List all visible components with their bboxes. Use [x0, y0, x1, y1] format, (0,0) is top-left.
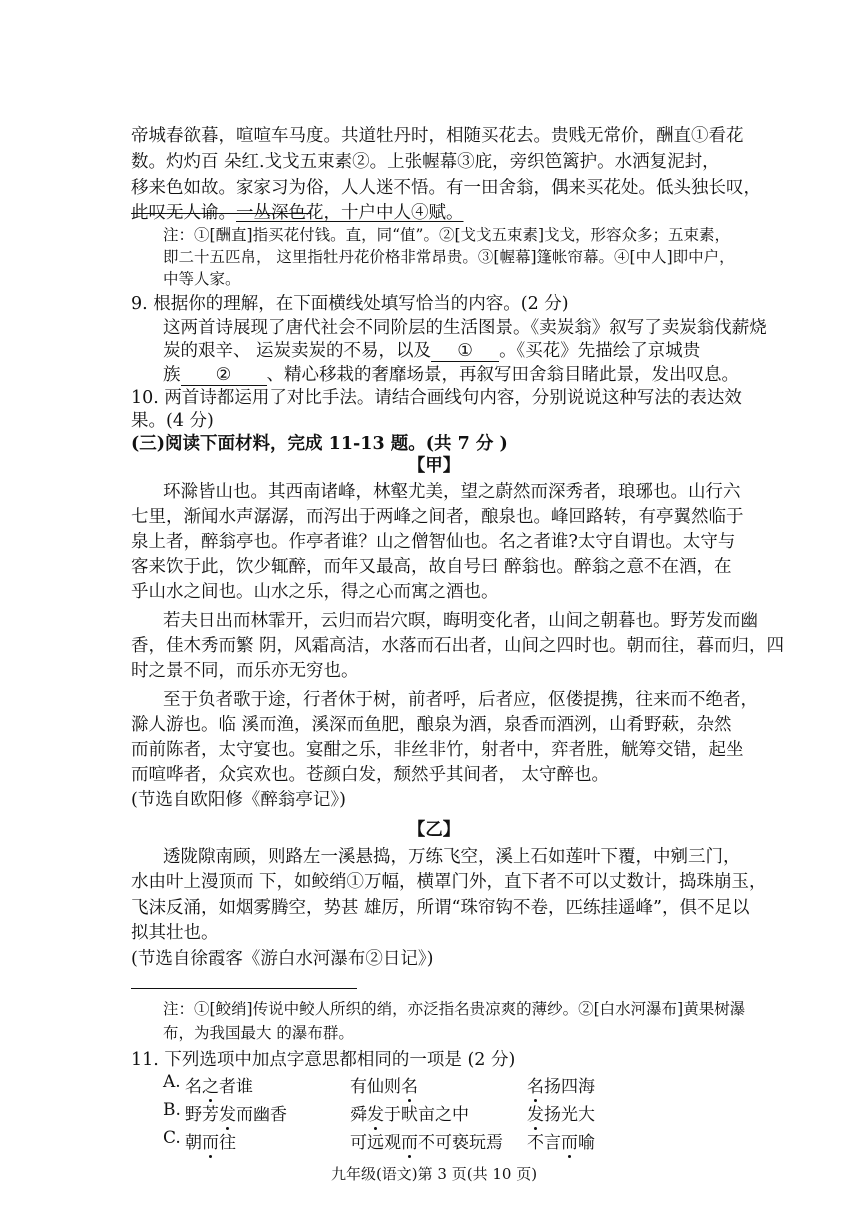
- phrase-text: 而幽香: [236, 1105, 287, 1125]
- phrase-text: 舜: [350, 1105, 367, 1125]
- dotted-char: 发: [367, 1105, 384, 1125]
- passage-yi-title: 【乙】: [407, 820, 461, 840]
- passage-jia-source: (节选自欧阳修《醉翁亭记》): [131, 790, 346, 810]
- note-line: 注：①[鲛绡]传说中鲛人所织的绡，亦泛指名贵凉爽的薄纱。②[白水河瀑布]黄果树瀑: [163, 1000, 746, 1018]
- question-9-text: [163, 363, 739, 387]
- passage-jia-title: 【甲】: [407, 456, 461, 476]
- passage-jia-line: 客来饮于此，饮少辄醉，而年又最高，故自号曰 醉翁也。醉翁之意不在酒，在: [131, 557, 732, 577]
- passage-jia-line: 而前陈者，太守宴也。宴酣之乐，非丝非竹，射者中，弈者胜，觥筹交错，起坐: [131, 740, 744, 760]
- option-phrase: [527, 1100, 595, 1125]
- question-9-text-segment: 炭的艰辛、 运炭卖炭的不易，以及: [163, 341, 432, 361]
- dotted-char: 名: [527, 1077, 544, 1097]
- question-10-stem: 果。(4 分): [131, 411, 214, 431]
- option-phrase: [350, 1128, 503, 1153]
- footnote-divider: [131, 988, 357, 989]
- poem-last-plain: 此叹无人谕。: [131, 203, 236, 223]
- dotted-char: 发: [527, 1105, 544, 1125]
- phrase-text: 名: [185, 1077, 202, 1097]
- question-9-stem: 9. 根据你的理解，在下面横线处填写恰当的内容。(2 分): [131, 294, 569, 314]
- option-phrase: [185, 1100, 287, 1125]
- dotted-char: 而: [401, 1133, 418, 1153]
- phrase-text: 可远观: [350, 1133, 401, 1153]
- poem-underlined-sentence: 一丛深色花，十户中人④赋。: [236, 203, 464, 223]
- phrase-text: 有仙则: [350, 1077, 401, 1097]
- question-9-text-segment: 族: [163, 365, 181, 385]
- question-10-stem: 10. 两首诗都运用了对比手法。请结合画线句内容，分别说说这种写法的表达效: [131, 388, 742, 408]
- passage-yi-line: 水由叶上漫顶而 下，如鲛绡①万幅，横罩门外，直下者不可以丈数计，捣珠崩玉，: [131, 872, 767, 892]
- option-phrase: [527, 1128, 595, 1153]
- phrase-text: 野芳: [185, 1105, 219, 1125]
- passage-jia-line: 滁人游也。临 溪而渔，溪深而鱼肥，酿泉为酒，泉香而酒洌，山肴野蔌，杂然: [131, 715, 732, 735]
- phrase-text: 扬光大: [544, 1105, 595, 1125]
- poem-line: 数。灼灼百 朵红.戈戈五束素②。上张幄幕③庇，旁织笆篱护。水洒复泥封，: [131, 152, 720, 172]
- passage-jia-line: 环滁皆山也。其西南诸峰，林壑尤美，望之蔚然而深秀者，琅琊也。山行六: [163, 482, 741, 502]
- option-phrase: [350, 1100, 469, 1125]
- poem-line: 移来色如故。家家习为俗，人人迷不悟。有一田舍翁，偶来买花处。低头独长叹，: [131, 178, 761, 198]
- phrase-text: 喻: [578, 1133, 595, 1153]
- answer-blank-1[interactable]: ①: [431, 341, 499, 362]
- option-label: C.: [163, 1128, 181, 1148]
- dotted-char: 之: [202, 1077, 219, 1097]
- phrase-text: 不言: [527, 1133, 561, 1153]
- option-label: B.: [163, 1100, 181, 1120]
- poem-line: 帝城春欲暮，喧喧车马度。共道牡丹时，相随买花去。贵贱无常价，酬直①看花: [131, 126, 744, 146]
- phrase-text: 于畎亩之中: [384, 1105, 469, 1125]
- passage-yi-line: 拟其壮也。: [131, 923, 219, 943]
- note-line: 布，为我国最大 的瀑布群。: [163, 1024, 354, 1042]
- answer-blank-2[interactable]: ②: [181, 365, 267, 386]
- footnote-divider: [131, 213, 311, 214]
- note-line: 即二十五匹帛， 这里指牡丹花价格非常昂贵。③[幄幕]篷帐帘幕。④[中人]即中户，: [163, 248, 735, 266]
- phrase-text: 者谁: [219, 1077, 253, 1097]
- section-heading: (三)阅读下面材料，完成 11-13 题。(共 7 分 ): [131, 434, 508, 454]
- passage-jia-line: 泉上者，醉翁亭也。作亭者谁？山之僧智仙也。名之者谁?太守自谓也。太守与: [131, 532, 736, 552]
- note-line: 中等人家。: [163, 270, 241, 288]
- phrase-text: 往: [219, 1133, 236, 1153]
- passage-yi-line: 透陇隙南顾，则路左一溪悬捣，万练飞空，溪上石如莲叶下覆，中剜三门，: [163, 847, 741, 867]
- option-phrase: [185, 1128, 236, 1153]
- question-11-stem: 11. 下列选项中加点字意思都相同的一项是 (2 分): [131, 1050, 516, 1070]
- dotted-char: 名: [401, 1077, 418, 1097]
- option-label: A.: [163, 1072, 181, 1092]
- option-phrase: [350, 1072, 418, 1097]
- passage-jia-line: 时之景不同，而乐亦无穷也。: [131, 661, 359, 681]
- passage-jia-line: 乎山水之间也。山水之乐，得之心而寓之酒也。: [131, 582, 499, 602]
- passage-jia-line: 而喧哗者，众宾欢也。苍颜白发，颓然乎其间者， 太守醉也。: [131, 765, 610, 785]
- dotted-char: 发: [219, 1105, 236, 1125]
- dotted-char: 而: [202, 1133, 219, 1153]
- passage-jia-line: 至于负者歌于途，行者休于树，前者呼，后者应，伛偻提携，往来而不绝者，: [163, 690, 758, 710]
- question-9-text-segment: 。《买花》先描绘了京城贵: [499, 341, 701, 361]
- note-line: 注：①[酬直]指买花付钱。直，同“值”。②[戈戈五束素]戈戈，形容众多；五束素，: [163, 226, 731, 244]
- passage-jia-line: 若夫日出而林霏开，云归而岩穴暝，晦明变化者，山间之朝暮也。野芳发而幽: [163, 611, 758, 631]
- question-9-text: [163, 339, 700, 363]
- passage-yi-line: 飞沫反涌，如烟雾腾空，势甚 雄厉，所谓“珠帘钩不卷，匹练挂遥峰”，俱不足以: [131, 898, 750, 918]
- phrase-text: 扬四海: [544, 1077, 595, 1097]
- option-phrase: [185, 1072, 253, 1097]
- phrase-text: 不可亵玩焉: [418, 1133, 503, 1153]
- passage-yi-source: (节选自徐霞客《游白水河瀑布②日记》): [131, 949, 434, 969]
- dotted-char: 而: [561, 1133, 578, 1153]
- phrase-text: 朝: [185, 1133, 202, 1153]
- passage-jia-line: 香，佳木秀而繁 阴，风霜高洁，水落而石出者，山间之四时也。朝而往，暮而归，四: [131, 636, 785, 656]
- page-footer: 九年级(语文)第 3 页(共 10 页): [330, 1165, 538, 1183]
- question-9-text: 这两首诗展现了唐代社会不同阶层的生活图景。《卖炭翁》叙写了卖炭翁伐薪烧: [163, 318, 767, 338]
- passage-jia-line: 七里，渐闻水声潺潺，而泻出于两峰之间者，酿泉也。峰回路转，有亭翼然临于: [131, 507, 744, 527]
- option-phrase: [527, 1072, 595, 1097]
- question-9-text-segment: 、精心移栽的奢靡场景，再叙写田舍翁目睹此景，发出叹息。: [266, 365, 739, 385]
